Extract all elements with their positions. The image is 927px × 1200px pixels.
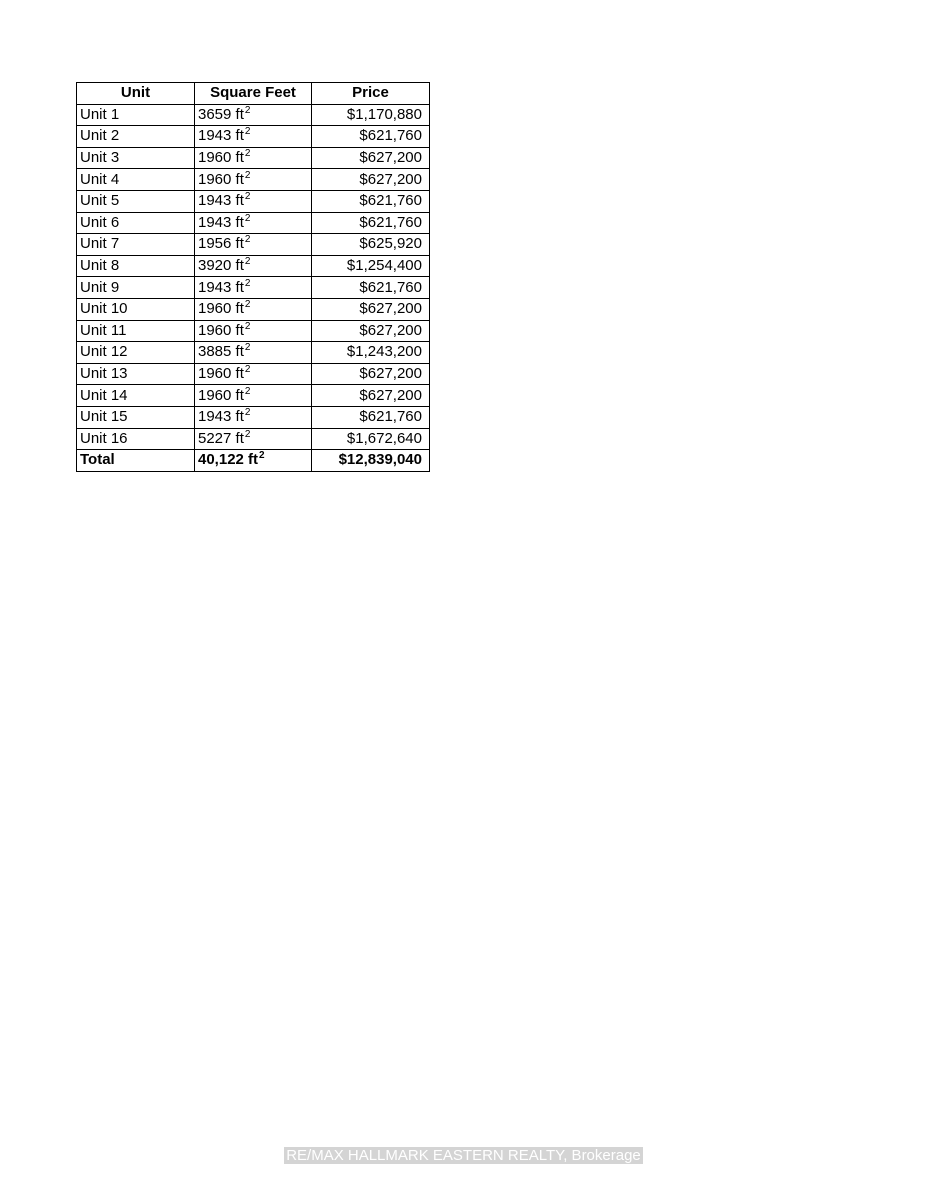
table-row: [77, 277, 430, 299]
table-row: [77, 234, 430, 256]
table-row: [77, 212, 430, 234]
superscript-2: 2: [244, 169, 251, 181]
cell-unit: Unit 11: [77, 320, 195, 342]
table-row: [77, 428, 430, 450]
cell-unit: Unit 2: [77, 126, 195, 148]
superscript-2: 2: [244, 407, 251, 419]
sqft-value: 3885 ft: [198, 343, 244, 361]
sqft-value: 1956 ft: [198, 235, 244, 253]
cell-square-feet: [195, 147, 312, 169]
cell-square-feet: [195, 363, 312, 385]
cell-square-feet: [195, 277, 312, 299]
cell-square-feet: [195, 255, 312, 277]
table-row: [77, 169, 430, 191]
table-body: [77, 104, 430, 450]
cell-square-feet: [195, 320, 312, 342]
cell-unit: Unit 4: [77, 169, 195, 191]
table-row: [77, 255, 430, 277]
table-row: [77, 406, 430, 428]
cell-price: $1,672,640: [312, 428, 430, 450]
cell-square-feet: [195, 298, 312, 320]
superscript-2: 2: [244, 234, 251, 246]
cell-square-feet: [195, 406, 312, 428]
superscript-2: 2: [244, 256, 251, 268]
cell-unit: Unit 5: [77, 190, 195, 212]
cell-unit: Unit 1: [77, 104, 195, 126]
sqft-value: 1960 ft: [198, 365, 244, 383]
superscript-2: 2: [244, 104, 251, 116]
cell-unit: Unit 14: [77, 385, 195, 407]
cell-unit: Unit 8: [77, 255, 195, 277]
header-unit: Unit: [77, 83, 195, 105]
cell-square-feet: [195, 190, 312, 212]
superscript-2: 2: [244, 299, 251, 311]
table-row: [77, 385, 430, 407]
total-label: Total: [77, 450, 195, 472]
sqft-value: 1943 ft: [198, 408, 244, 426]
cell-unit: Unit 3: [77, 147, 195, 169]
sqft-value: 1943 ft: [198, 278, 244, 296]
sqft-value: 1960 ft: [198, 170, 244, 188]
superscript-2: 2: [244, 320, 251, 332]
sqft-value: 5227 ft: [198, 429, 244, 447]
total-sqft-value: 40,122 ft: [198, 451, 259, 469]
sqft-value: 1943 ft: [198, 213, 244, 231]
cell-unit: Unit 6: [77, 212, 195, 234]
superscript-2: 2: [244, 212, 251, 224]
cell-square-feet: [195, 212, 312, 234]
cell-square-feet: [195, 428, 312, 450]
cell-price: $621,760: [312, 190, 430, 212]
cell-price: $621,760: [312, 277, 430, 299]
cell-square-feet: [195, 234, 312, 256]
total-row: [77, 450, 430, 472]
cell-price: $1,170,880: [312, 104, 430, 126]
superscript-2: 2: [244, 342, 251, 354]
superscript-2: 2: [244, 191, 251, 203]
cell-square-feet: [195, 126, 312, 148]
sqft-value: 1943 ft: [198, 192, 244, 210]
cell-unit: Unit 15: [77, 406, 195, 428]
table-row: [77, 104, 430, 126]
cell-price: $627,200: [312, 363, 430, 385]
cell-price: $627,200: [312, 385, 430, 407]
cell-unit: Unit 13: [77, 363, 195, 385]
cell-price: $627,200: [312, 147, 430, 169]
sqft-value: 1943 ft: [198, 127, 244, 145]
table-row: [77, 320, 430, 342]
header-price: Price: [312, 83, 430, 105]
sqft-value: 1960 ft: [198, 386, 244, 404]
cell-price: $627,200: [312, 320, 430, 342]
cell-unit: Unit 16: [77, 428, 195, 450]
table-row: [77, 298, 430, 320]
cell-price: $621,760: [312, 406, 430, 428]
superscript-2: 2: [244, 277, 251, 289]
superscript-2: 2: [244, 126, 251, 138]
table-row: [77, 342, 430, 364]
superscript-2: 2: [244, 364, 251, 376]
cell-price: $1,254,400: [312, 255, 430, 277]
cell-square-feet: [195, 342, 312, 364]
superscript-2: 2: [244, 428, 251, 440]
cell-square-feet: [195, 385, 312, 407]
total-square-feet: [195, 450, 312, 472]
cell-unit: Unit 9: [77, 277, 195, 299]
cell-unit: Unit 10: [77, 298, 195, 320]
superscript-2: 2: [244, 148, 251, 160]
cell-price: $621,760: [312, 126, 430, 148]
header-square-feet: Square Feet: [195, 83, 312, 105]
cell-square-feet: [195, 169, 312, 191]
cell-unit: Unit 7: [77, 234, 195, 256]
cell-price: $621,760: [312, 212, 430, 234]
cell-price: $627,200: [312, 298, 430, 320]
brokerage-name: RE/MAX HALLMARK EASTERN REALTY, Brokerage: [286, 1147, 641, 1164]
superscript-2: 2: [244, 385, 251, 397]
sqft-value: 1960 ft: [198, 321, 244, 339]
sqft-value: 3920 ft: [198, 257, 244, 275]
unit-price-table: [76, 82, 430, 472]
cell-price: $627,200: [312, 169, 430, 191]
cell-price: $625,920: [312, 234, 430, 256]
total-price: $12,839,040: [312, 450, 430, 472]
cell-price: $1,243,200: [312, 342, 430, 364]
sqft-value: 3659 ft: [198, 105, 244, 123]
brokerage-footer: [0, 1147, 927, 1165]
sqft-value: 1960 ft: [198, 149, 244, 167]
table-row: [77, 147, 430, 169]
table-row: [77, 126, 430, 148]
cell-unit: Unit 12: [77, 342, 195, 364]
superscript-2: 2: [259, 450, 265, 462]
cell-square-feet: [195, 104, 312, 126]
table-header-row: [77, 83, 430, 105]
table-row: [77, 363, 430, 385]
table-row: [77, 190, 430, 212]
sqft-value: 1960 ft: [198, 300, 244, 318]
